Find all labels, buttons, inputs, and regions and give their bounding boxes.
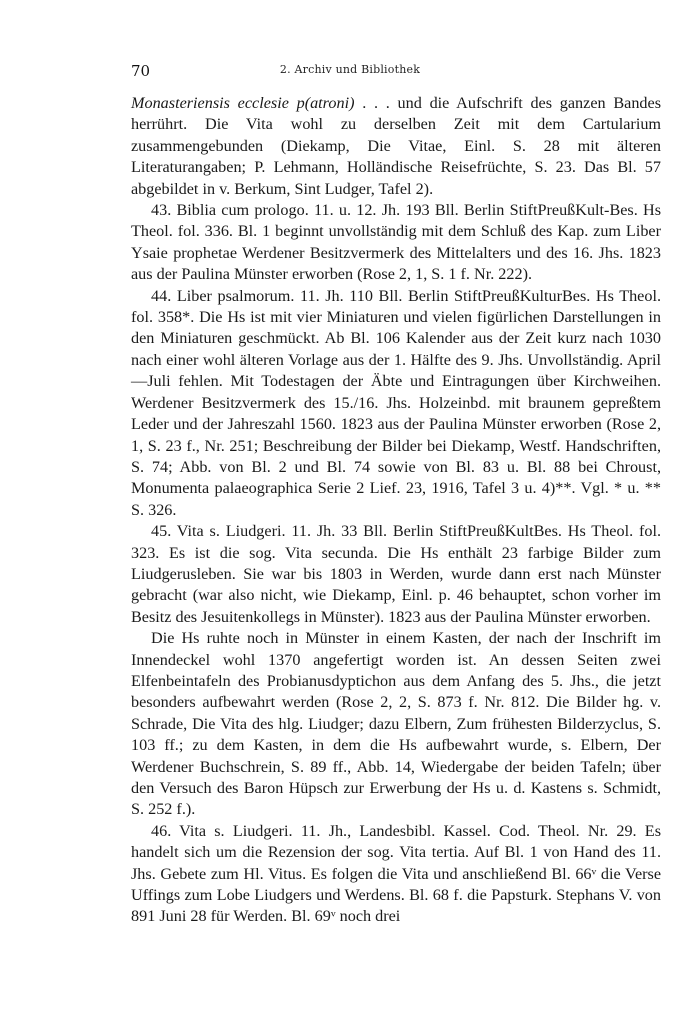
italic-lead: Monasteriensis ecclesie p(atroni)	[131, 94, 355, 112]
body-text	[131, 93, 661, 928]
entry-45: 45. Vita s. Liudgeri. 11. Jh. 33 Bll. Berlin StiftPreußKultBes. Hs Theol. fol. 323. Es ist die sog. Vita secunda. Die Hs enthält 23 farbige Bilder zum Liudgerusleben. Sie war bis 1803 in Werden, wurde dann erst nach Münster gebracht (war also nicht, wie Diekamp, Einl. p. 46 behauptet, schon vorher im Besitz des Jesuitenkollegs in Münster). 1823 aus der Paulina Münster erworben.	[131, 522, 661, 626]
running-head: 2. Archiv und Bibliothek	[279, 63, 421, 76]
paragraph-continuation	[131, 93, 661, 200]
entry-44: 44. Liber psalmorum. 11. Jh. 110 Bll. Berlin StiftPreußKulturBes. Hs Theol. fol. 358*. Die Hs ist mit vier Miniaturen und vielen figürlichen Darstellungen in den Miniaturen geschmückt. Ab Bl. 106 Kalender aus der Zeit kurz nach 1030 nach einer wohl älteren Vorlage aus der 1. Hälfte des 9. Jhs. Unvollständig. April—Juli fehlen. Mit Todestagen der Äbte und Eintragungen über Kirchweihen. Werdener Besitzvermerk des 15./16. Jhs. Holzeinbd. mit braunem gepreßtem Leder und der Jahreszahl 1560. 1823 aus der Paulina Münster erworben (Rose 2, 1, S. 23 f., Nr. 251; Beschreibung der Bilder bei Diekamp, Westf. Handschriften, S. 74; Abb. von Bl. 2 und Bl. 74 sowie von Bl. 83 u. Bl. 88 bei Chroust, Monumenta palaeographica Serie 2 Lief. 23, 1916, Tafel 3 u. 4)**. Vgl. * u. ** S. 326.	[131, 286, 661, 519]
page-number: 70	[131, 62, 151, 80]
paragraph-text: . . . und die Aufschrift des ganzen Bandes herrührt. Die Vita wohl zu derselben Zeit mit dem Cartularium zusammengebunden (Diekamp, Die Vitae, Einl. S. 28 mit älteren Literaturangaben; P. Lehmann, Holländische Reisefrüchte, S. 23. Das Bl. 57 abgebildet in v. Berkum, Sint Ludger, Tafel 2).	[131, 94, 661, 198]
entry-45-continued: Die Hs ruhte noch in Münster in einem Kasten, der nach der Inschrift im Innendeckel wohl 1370 angefertigt worden ist. An dessen Seiten zwei Elfenbeintafeln des Probianusdyptichon aus dem Anfang des 5. Jhs., die jetzt besonders aufbewahrt werden (Rose 2, 2, S. 873 f. Nr. 812. Die Bilder hg. v. Schrade, Die Vita des hlg. Liudger; dazu Elbern, Zum frühesten Bilderzyclus, S. 103 ff.; zu dem Kasten, in dem die Hs aufbewahrt wurde, s. Elbern, Der Werdener Buchschrein, S. 89 ff., Abb. 14, Wiedergabe der beiden Tafeln; über den Versuch des Baron Hüpsch zur Erwerbung der Hs u. d. Kastens s. Schmidt, S. 252 f.).	[131, 629, 661, 819]
entry-46: 46. Vita s. Liudgeri. 11. Jh., Landesbibl. Kassel. Cod. Theol. Nr. 29. Es handelt sich um die Rezension der sog. Vita tertia. Auf Bl. 1 von Hand des 11. Jhs. Gebete zum Hl. Vitus. Es folgen die Vita und anschließend Bl. 66ᵛ die Verse Uffings zum Lobe Liudgers und Werdens. Bl. 68 f. die Papsturk. Stephans V. von 891 Juni 28 für Werden. Bl. 69ᵛ noch drei	[131, 821, 661, 926]
entry-43: 43. Biblia cum prologo. 11. u. 12. Jh. 193 Bll. Berlin StiftPreußKult-Bes. Hs Theol. fol. 336. Bl. 1 beginnt unvollständig mit dem Schluß des Kap. zum Liber Ysaie prophetae Werdener Besitzvermerk des Mittelalters und des 16. Jhs. 1823 aus der Paulina Münster erworben (Rose 2, 1, S. 1 f. Nr. 222).	[131, 201, 661, 284]
